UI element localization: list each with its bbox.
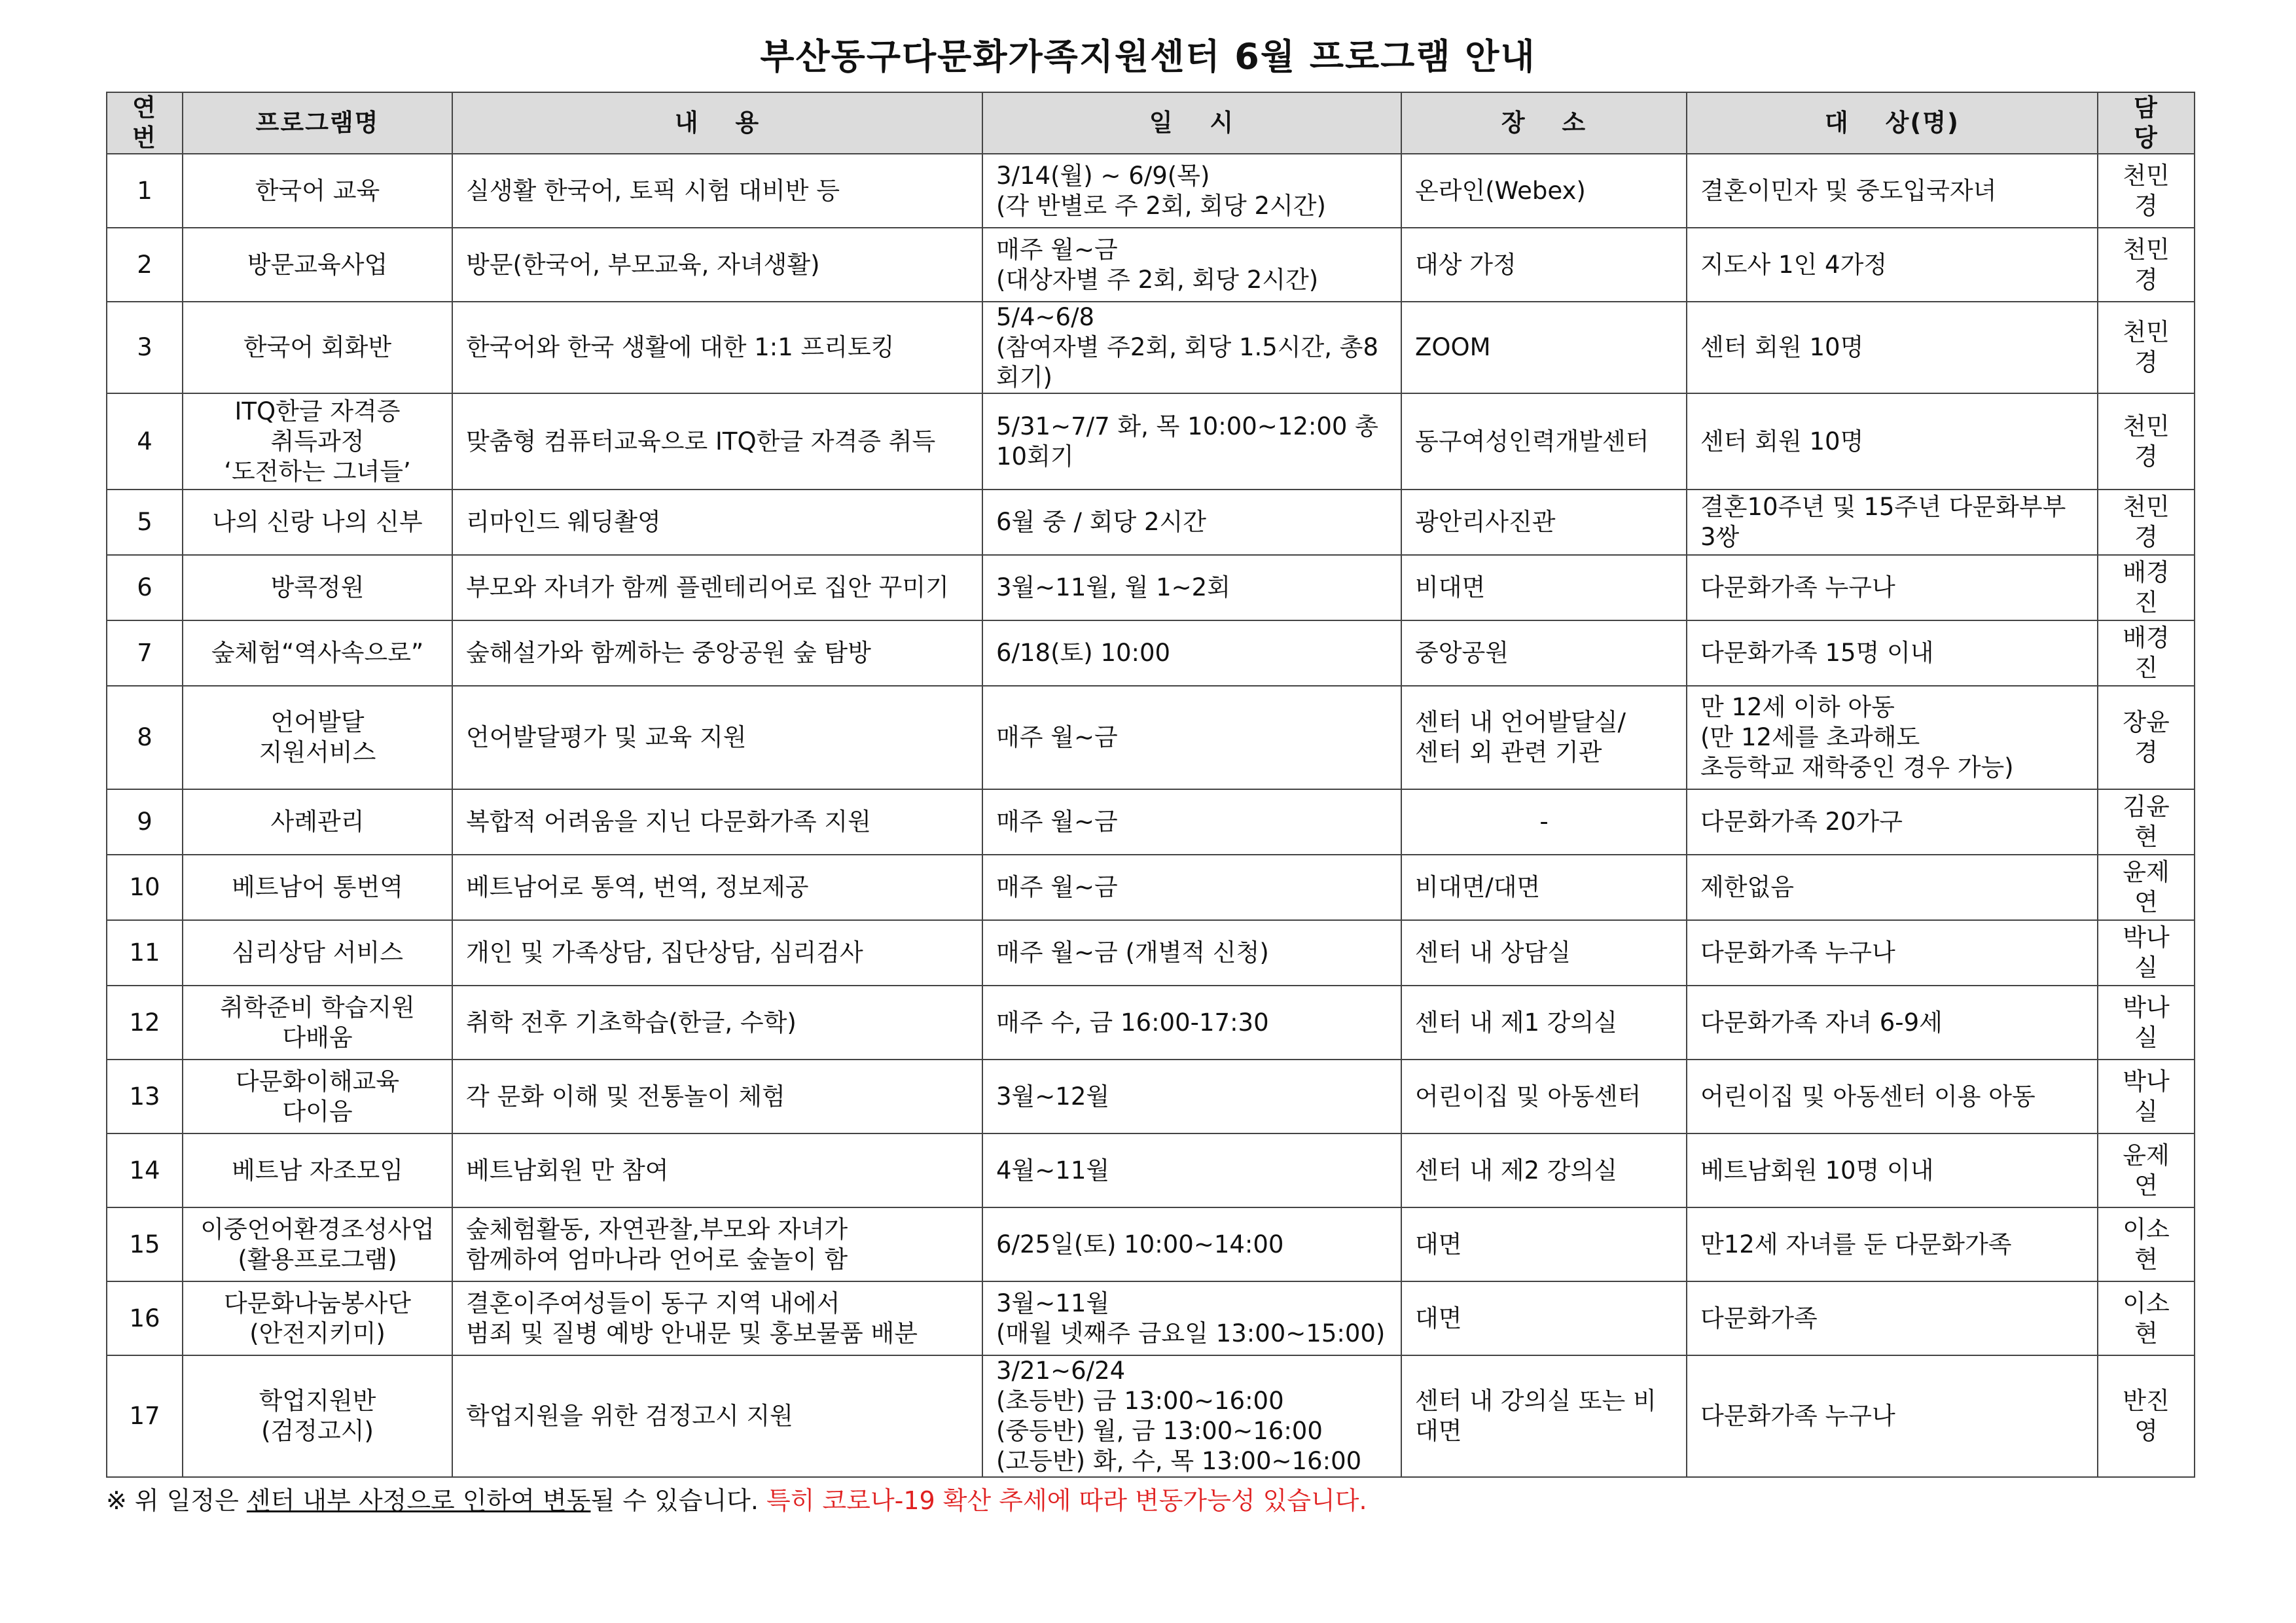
program-datetime: 매주 월~금 (개별적 신청) (982, 920, 1401, 986)
program-place: 대상 가정 (1401, 228, 1687, 302)
header-no: 연번 (107, 92, 183, 154)
program-content: 언어발달평가 및 교육 지원 (452, 686, 982, 789)
program-manager: 천민경 (2098, 228, 2195, 302)
program-name: 숲체험“역사속으로” (183, 620, 452, 686)
program-target: 지도사 1인 4가정 (1687, 228, 2098, 302)
program-datetime: 6/18(토) 10:00 (982, 620, 1401, 686)
program-place: ZOOM (1401, 302, 1687, 393)
program-name: 방문교육사업 (183, 228, 452, 302)
program-datetime: 3월~11월, 월 1~2회 (982, 555, 1401, 620)
program-place: 비대면 (1401, 555, 1687, 620)
program-target: 베트남회원 10명 이내 (1687, 1133, 2098, 1207)
program-target: 센터 회원 10명 (1687, 302, 2098, 393)
program-manager: 반진영 (2098, 1355, 2195, 1477)
program-datetime: 5/31~7/7 화, 목 10:00~12:00 총10회기 (982, 393, 1401, 490)
row-number: 13 (107, 1060, 183, 1133)
program-datetime: 6월 중 / 회당 2시간 (982, 490, 1401, 555)
row-number: 11 (107, 920, 183, 986)
footnote-prefix: ※ 위 일정은 (106, 1486, 247, 1515)
program-datetime: 4월~11월 (982, 1133, 1401, 1207)
program-content: 개인 및 가족상담, 집단상담, 심리검사 (452, 920, 982, 986)
program-datetime: 매주 월~금 (982, 686, 1401, 789)
program-name: 한국어 회화반 (183, 302, 452, 393)
program-manager: 박나실 (2098, 920, 2195, 986)
row-number: 7 (107, 620, 183, 686)
table-row (107, 686, 2195, 789)
header-row (107, 92, 2195, 154)
program-target: 센터 회원 10명 (1687, 393, 2098, 490)
row-number: 3 (107, 302, 183, 393)
program-manager: 이소현 (2098, 1281, 2195, 1355)
table-row (107, 490, 2195, 555)
program-manager: 박나실 (2098, 1060, 2195, 1133)
program-target: 다문화가족 누구나 (1687, 1355, 2098, 1477)
table-row (107, 1060, 2195, 1133)
row-number: 12 (107, 986, 183, 1060)
program-place: 센터 내 제1 강의실 (1401, 986, 1687, 1060)
program-datetime: 매주 월~금 (982, 855, 1401, 920)
program-content: 학업지원을 위한 검정고시 지원 (452, 1355, 982, 1477)
program-name: 언어발달 지원서비스 (183, 686, 452, 789)
table-row (107, 228, 2195, 302)
program-name: ITQ한글 자격증 취득과정 ‘도전하는 그녀들’ (183, 393, 452, 490)
program-manager: 장윤경 (2098, 686, 2195, 789)
row-number: 14 (107, 1133, 183, 1207)
table-row (107, 302, 2195, 393)
program-name: 나의 신랑 나의 신부 (183, 490, 452, 555)
program-target: 만12세 자녀를 둔 다문화가족 (1687, 1207, 2098, 1281)
table-row (107, 1133, 2195, 1207)
program-target: 어린이집 및 아동센터 이용 아동 (1687, 1060, 2098, 1133)
program-place: 센터 내 강의실 또는 비대면 (1401, 1355, 1687, 1477)
program-datetime: 5/4~6/8 (참여자별 주2회, 회당 1.5시간, 총8회기) (982, 302, 1401, 393)
header-place: 장 소 (1401, 92, 1687, 154)
row-number: 9 (107, 789, 183, 855)
table-row (107, 1207, 2195, 1281)
row-number: 6 (107, 555, 183, 620)
program-place: 센터 내 언어발달실/ 센터 외 관련 기관 (1401, 686, 1687, 789)
table-row (107, 789, 2195, 855)
table-row (107, 855, 2195, 920)
program-target: 다문화가족 누구나 (1687, 555, 2098, 620)
program-name: 베트남어 통번역 (183, 855, 452, 920)
program-place: 광안리사진관 (1401, 490, 1687, 555)
program-target: 다문화가족 누구나 (1687, 920, 2098, 986)
program-place: 비대면/대면 (1401, 855, 1687, 920)
program-datetime: 매주 월~금 (대상자별 주 2회, 회당 2시간) (982, 228, 1401, 302)
table-row (107, 154, 2195, 228)
program-datetime: 6/25일(토) 10:00~14:00 (982, 1207, 1401, 1281)
program-content: 숲해설가와 함께하는 중앙공원 숲 탐방 (452, 620, 982, 686)
header-manager: 담 당 (2098, 92, 2195, 154)
program-content: 숲체험활동, 자연관찰,부모와 자녀가 함께하여 엄마나라 언어로 숲놀이 함 (452, 1207, 982, 1281)
table-row (107, 1355, 2195, 1477)
program-manager: 윤제연 (2098, 1133, 2195, 1207)
table-row (107, 920, 2195, 986)
program-datetime: 매주 월~금 (982, 789, 1401, 855)
program-content: 취학 전후 기초학습(한글, 수학) (452, 986, 982, 1060)
program-manager: 천민경 (2098, 154, 2195, 228)
program-target: 다문화가족 15명 이내 (1687, 620, 2098, 686)
program-content: 복합적 어려움을 지닌 다문화가족 지원 (452, 789, 982, 855)
table-row (107, 1281, 2195, 1355)
program-manager: 천민경 (2098, 490, 2195, 555)
program-name: 학업지원반 (검정고시) (183, 1355, 452, 1477)
program-name: 다문화이해교육 다이음 (183, 1060, 452, 1133)
program-name: 한국어 교육 (183, 154, 452, 228)
row-number: 17 (107, 1355, 183, 1477)
program-content: 한국어와 한국 생활에 대한 1:1 프리토킹 (452, 302, 982, 393)
program-name: 베트남 자조모임 (183, 1133, 452, 1207)
row-number: 8 (107, 686, 183, 789)
row-number: 16 (107, 1281, 183, 1355)
row-number: 5 (107, 490, 183, 555)
program-content: 베트남어로 통역, 번역, 정보제공 (452, 855, 982, 920)
table-row (107, 393, 2195, 490)
program-place: 어린이집 및 아동센터 (1401, 1060, 1687, 1133)
program-place: 센터 내 제2 강의실 (1401, 1133, 1687, 1207)
footnote-warning: 특히 코로나-19 확산 추세에 따라 변동가능성 있습니다. (766, 1486, 1367, 1515)
header-program-name: 프로그램명 (183, 92, 452, 154)
program-place: 동구여성인력개발센터 (1401, 393, 1687, 490)
program-datetime: 3/14(월) ~ 6/9(목) (각 반별로 주 2회, 회당 2시간) (982, 154, 1401, 228)
program-place: 중앙공원 (1401, 620, 1687, 686)
program-datetime: 3/21~6/24 (초등반) 금 13:00~16:00 (중등반) 월, 금 13:00~16:00 (고등반) 화, 수, 목 13:00~16:00 (982, 1355, 1401, 1477)
table-row (107, 555, 2195, 620)
table-row (107, 986, 2195, 1060)
program-place: 대면 (1401, 1281, 1687, 1355)
header-datetime: 일 시 (982, 92, 1401, 154)
footnote-suffix: 될 수 있습니다. (590, 1486, 767, 1515)
program-content: 부모와 자녀가 함께 플렌테리어로 집안 꾸미기 (452, 555, 982, 620)
program-manager: 윤제연 (2098, 855, 2195, 920)
program-target: 제한없음 (1687, 855, 2098, 920)
table-row (107, 620, 2195, 686)
program-content: 베트남회원 만 참여 (452, 1133, 982, 1207)
program-manager: 배경진 (2098, 620, 2195, 686)
program-content: 결혼이주여성들이 동구 지역 내에서 범죄 및 질병 예방 안내문 및 홍보물품 배분 (452, 1281, 982, 1355)
header-content: 내 용 (452, 92, 982, 154)
program-manager: 천민경 (2098, 393, 2195, 490)
program-place: - (1401, 789, 1687, 855)
program-target: 다문화가족 (1687, 1281, 2098, 1355)
header-target: 대 상(명) (1687, 92, 2098, 154)
program-name: 다문화나눔봉사단 (안전지키미) (183, 1281, 452, 1355)
program-content: 각 문화 이해 및 전통놀이 체험 (452, 1060, 982, 1133)
program-manager: 박나실 (2098, 986, 2195, 1060)
row-number: 2 (107, 228, 183, 302)
table-body (107, 154, 2195, 1477)
program-datetime: 3월~11월 (매월 넷째주 금요일 13:00~15:00) (982, 1281, 1401, 1355)
program-name: 취학준비 학습지원 다배움 (183, 986, 452, 1060)
program-manager: 이소현 (2098, 1207, 2195, 1281)
program-content: 맞춤형 컴퓨터교육으로 ITQ한글 자격증 취득 (452, 393, 982, 490)
footnote-underlined: 센터 내부 사정으로 인하여 변동 (246, 1486, 591, 1515)
program-name: 이중언어환경조성사업 (활용프로그램) (183, 1207, 452, 1281)
program-content: 실생활 한국어, 토픽 시험 대비반 등 (452, 154, 982, 228)
program-target: 결혼이민자 및 중도입국자녀 (1687, 154, 2098, 228)
footnote (106, 1480, 1367, 1516)
program-schedule-table (106, 92, 2195, 1478)
program-place: 대면 (1401, 1207, 1687, 1281)
row-number: 1 (107, 154, 183, 228)
program-name: 심리상담 서비스 (183, 920, 452, 986)
program-manager: 배경진 (2098, 555, 2195, 620)
program-datetime: 3월~12월 (982, 1060, 1401, 1133)
program-manager: 김윤현 (2098, 789, 2195, 855)
program-manager: 천민경 (2098, 302, 2195, 393)
row-number: 15 (107, 1207, 183, 1281)
page-title: 부산동구다문화가족지원센터 6월 프로그램 안내 (760, 36, 1536, 77)
row-number: 4 (107, 393, 183, 490)
program-datetime: 매주 수, 금 16:00-17:30 (982, 986, 1401, 1060)
program-target: 결혼10주년 및 15주년 다문화부부 3쌍 (1687, 490, 2098, 555)
program-name: 방콕정원 (183, 555, 452, 620)
program-target: 만 12세 이하 아동 (만 12세를 초과해도 초등학교 재학중인 경우 가능) (1687, 686, 2098, 789)
program-target: 다문화가족 자녀 6-9세 (1687, 986, 2098, 1060)
program-content: 리마인드 웨딩촬영 (452, 490, 982, 555)
program-place: 온라인(Webex) (1401, 154, 1687, 228)
program-place: 센터 내 상담실 (1401, 920, 1687, 986)
row-number: 10 (107, 855, 183, 920)
program-name: 사례관리 (183, 789, 452, 855)
program-target: 다문화가족 20가구 (1687, 789, 2098, 855)
program-content: 방문(한국어, 부모교육, 자녀생활) (452, 228, 982, 302)
